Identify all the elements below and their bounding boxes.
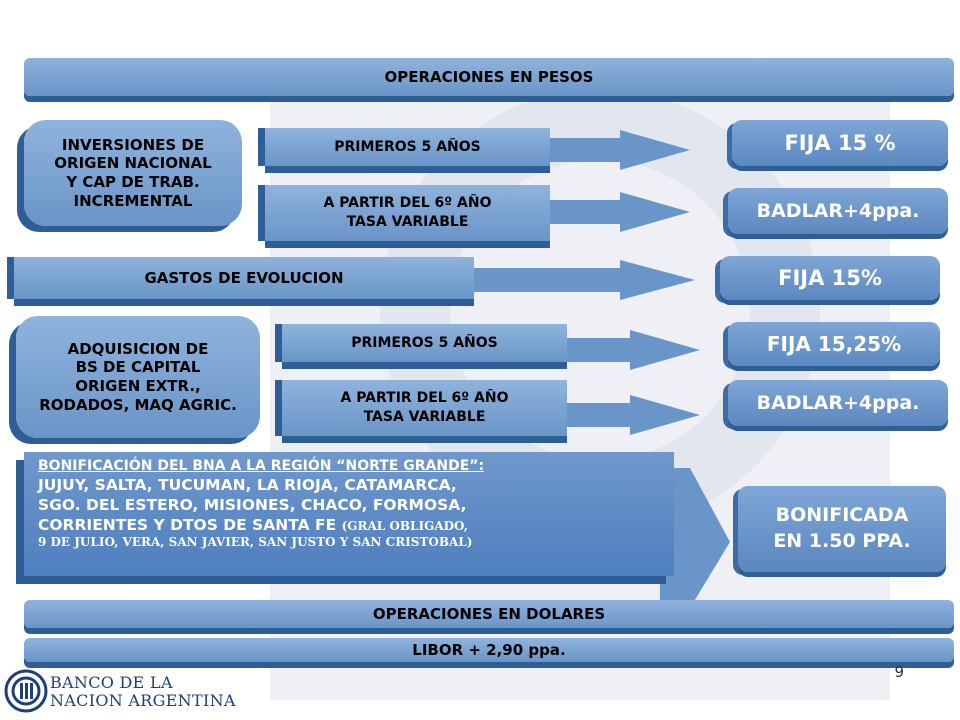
row1-rate2 (728, 188, 948, 234)
row3-rate2-label: BADLAR+4ppa. (756, 392, 920, 414)
row3-rate2 (728, 380, 948, 426)
row1-rate1-label: FIJA 15 % (784, 131, 896, 155)
row3-step2-line1: A PARTIR DEL 6º AÑO (340, 390, 509, 407)
bonificacion-line3 (38, 516, 664, 536)
row3-rate1-label: FIJA 15,25% (766, 332, 902, 356)
bonificacion-line3-sub: (GRAL OBLIGADO, (341, 518, 468, 533)
bonificacion-line2: SGO. DEL ESTERO, MISIONES, CHACO, FORMOSA, (38, 495, 467, 514)
libor-label: LIBOR + 2,90 ppa. (412, 641, 566, 659)
bank-name-line2: NACION ARGENTINA (50, 691, 236, 711)
bonificada-result (738, 486, 946, 572)
inversiones-line1: INVERSIONES DE (61, 135, 205, 154)
gastos-evolucion-bar (14, 257, 474, 299)
bonificada-line2: EN 1.50 PPA. (773, 530, 911, 552)
bonificada-line1: BONIFICADA (775, 504, 909, 527)
gastos-evolucion-label: GASTOS DE EVOLUCION (144, 269, 344, 287)
bank-name-line1: BANCO DE LA (50, 673, 173, 692)
operaciones-pesos-bar (24, 58, 954, 96)
adquisicion-line4: RODADOS, MAQ AGRIC. (39, 395, 237, 414)
row1-step2-line1: A PARTIR DEL 6º AÑO (323, 195, 492, 212)
row2-rate-label: FIJA 15% (778, 266, 882, 290)
row3-step1-bar (282, 324, 567, 362)
bank-name (50, 674, 236, 711)
row1-rate2-label: BADLAR+4ppa. (756, 200, 920, 222)
inversiones-line4: INCREMENTAL (73, 191, 193, 210)
row1-step1-bar (265, 128, 550, 166)
row2-rate (720, 256, 940, 300)
inversiones-line3: Y CAP DE TRAB. (66, 173, 200, 191)
row3-step2-bar (282, 380, 567, 436)
row3-step2-line2: TASA VARIABLE (363, 409, 486, 425)
adquisicion-line2: BS DE CAPITAL (75, 358, 201, 377)
inversiones-line2: ORIGEN NACIONAL (54, 154, 212, 173)
libor-bar (24, 638, 954, 662)
row1-arrow2 (540, 192, 695, 237)
adquisicion-line1: ADQUISICION DE (67, 339, 209, 358)
operaciones-dolares-bar (24, 600, 954, 628)
row3-arrow1 (555, 330, 705, 375)
row1-step2-bar (265, 185, 550, 241)
adquisicion-label-box (16, 316, 260, 438)
bank-logo-icon (4, 668, 48, 714)
bonificacion-line3-main: CORRIENTES Y DTOS DE SANTA FE (38, 515, 342, 534)
row3-step1-label: PRIMEROS 5 AÑOS (351, 335, 498, 351)
row3-rate1 (728, 322, 940, 366)
operaciones-pesos-label: OPERACIONES EN PESOS (384, 68, 594, 86)
row1-step1-label: PRIMEROS 5 AÑOS (334, 139, 481, 155)
bonificacion-title: BONIFICACIÓN DEL BNA A LA REGIÓN “NORTE GRANDE”: (38, 458, 485, 474)
page-number: 9 (894, 663, 904, 681)
operaciones-dolares-label: OPERACIONES EN DOLARES (372, 605, 606, 623)
inversiones-label-box (24, 120, 242, 226)
row2-arrow (460, 260, 700, 305)
row1-step2-line2: TASA VARIABLE (346, 214, 469, 230)
bonificacion-line4: 9 DE JULIO, VERA, SAN JAVIER, SAN JUSTO Y SAN CRISTOBAL) (38, 535, 473, 550)
row3-arrow2 (555, 395, 705, 440)
row1-arrow1 (540, 130, 695, 175)
bonificacion-box (24, 452, 674, 576)
row1-rate1 (732, 120, 948, 166)
adquisicion-line3: ORIGEN EXTR., (75, 377, 201, 395)
bonificacion-line1: JUJUY, SALTA, TUCUMAN, LA RIOJA, CATAMARCA, (38, 475, 457, 494)
